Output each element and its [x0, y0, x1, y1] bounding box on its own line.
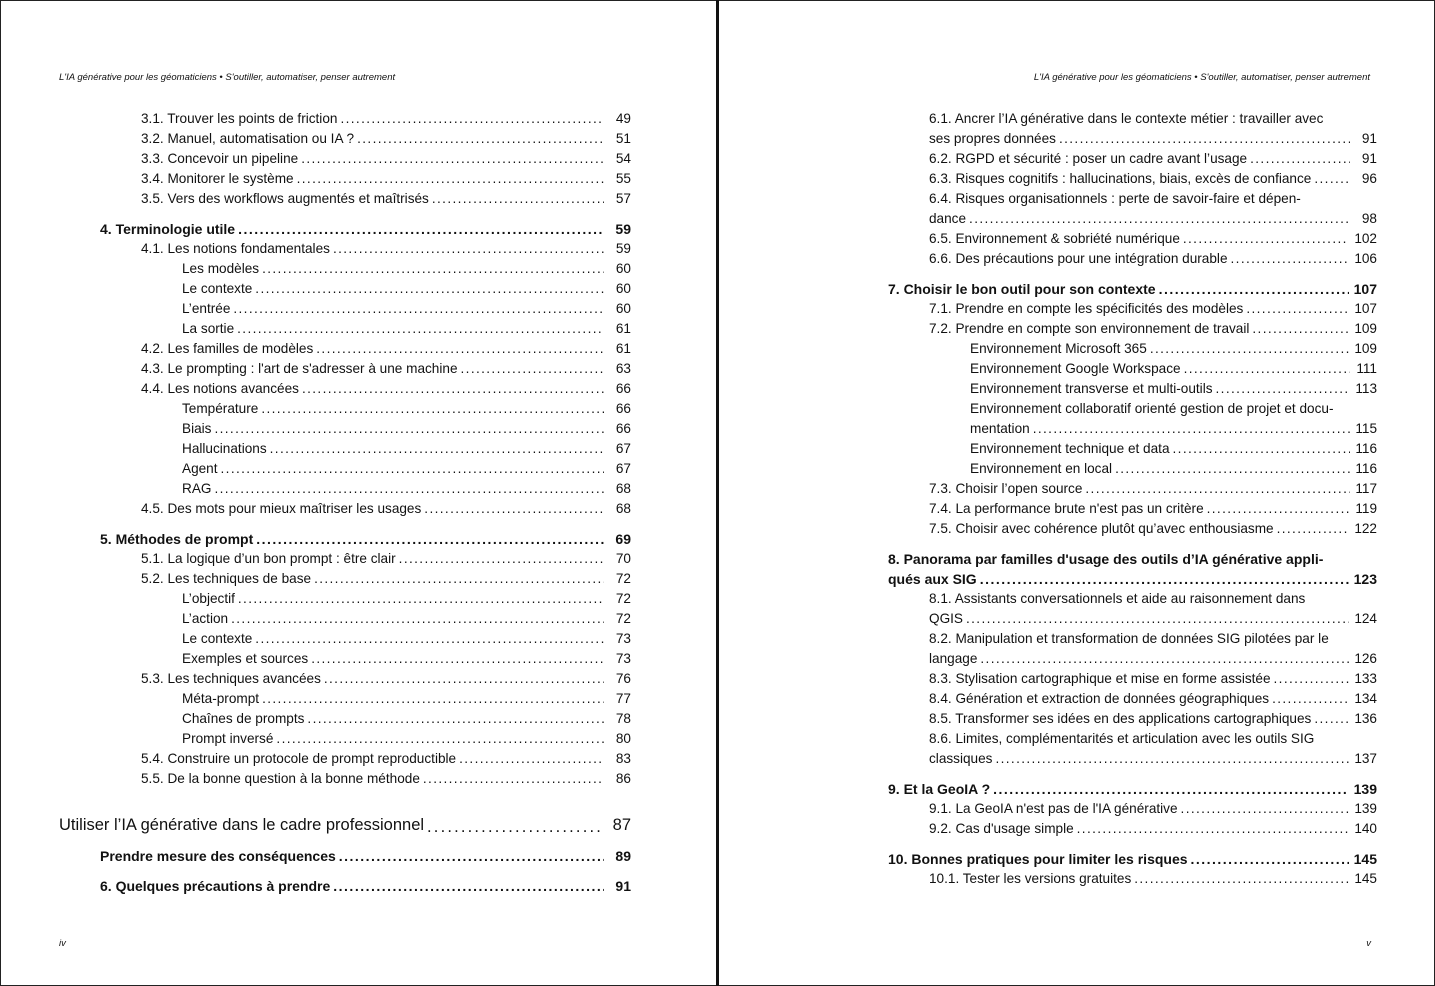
toc-entry[interactable]	[59, 319, 631, 339]
toc-page-number: 102	[1354, 231, 1377, 246]
leader-dots	[1134, 869, 1349, 889]
toc-entry[interactable]	[59, 129, 631, 149]
leader-dots	[1077, 819, 1350, 839]
toc-entry-title: 6.5. Environnement & sobriété numérique	[929, 231, 1180, 246]
table-of-contents	[59, 109, 631, 896]
toc-entry-title: RAG	[182, 481, 212, 496]
right-page	[719, 0, 1435, 986]
leader-dots	[993, 779, 1348, 799]
leader-dots	[1277, 519, 1350, 539]
toc-entry[interactable]	[59, 419, 631, 439]
toc-entry[interactable]	[59, 609, 631, 629]
toc-page-number: 57	[615, 191, 631, 206]
leader-dots	[980, 569, 1349, 589]
toc-entry-title: 8.3. Stylisation cartographique et mise en forme assistée	[929, 671, 1271, 686]
toc-chapter[interactable]	[59, 846, 631, 866]
toc-entry-title: 10.1. Tester les versions gratuites	[929, 871, 1132, 886]
toc-entry-title: QGIS	[929, 611, 963, 626]
toc-page-number: 76	[615, 671, 631, 686]
toc-entry[interactable]	[847, 439, 1377, 459]
toc-entry-title: 3.3. Concevoir un pipeline	[141, 151, 299, 166]
toc-entry[interactable]	[59, 769, 631, 789]
toc-entry-title: dance	[929, 211, 967, 226]
toc-entry[interactable]	[59, 189, 631, 209]
toc-entry[interactable]	[847, 109, 1377, 149]
toc-entry-title: Méta-prompt	[182, 691, 260, 706]
toc-entry[interactable]	[847, 249, 1377, 269]
toc-entry[interactable]	[59, 729, 631, 749]
toc-page-number: 54	[615, 151, 631, 166]
toc-entry[interactable]	[59, 549, 631, 569]
toc-page-number: 60	[615, 281, 631, 296]
toc-page-number: 51	[615, 131, 631, 146]
toc-entry[interactable]	[59, 239, 631, 259]
toc-chapter[interactable]	[847, 849, 1377, 869]
toc-entry-title: Environnement Microsoft 365	[970, 341, 1147, 356]
leader-dots	[980, 649, 1349, 669]
toc-entry-title: 6.2. RGPD et sécurité : poser un cadre avant l’usage	[929, 151, 1248, 166]
toc-page-number: 66	[615, 401, 631, 416]
leader-dots	[1250, 149, 1350, 169]
toc-page-number: 67	[615, 441, 631, 456]
toc-chapter[interactable]	[847, 279, 1377, 299]
toc-entry-title: Environnement transverse et multi-outils	[970, 381, 1213, 396]
leader-dots	[297, 169, 604, 189]
leader-dots	[424, 499, 604, 519]
leader-dots	[1085, 479, 1350, 499]
toc-entry-title: Agent	[182, 461, 218, 476]
toc-entry-title: 5.5. De la bonne question à la bonne méthode	[141, 771, 420, 786]
toc-page-number: 109	[1354, 341, 1377, 356]
toc-entry[interactable]	[59, 629, 631, 649]
toc-entry[interactable]	[59, 589, 631, 609]
leader-dots	[340, 109, 604, 129]
toc-entry[interactable]	[847, 299, 1377, 319]
leader-dots	[261, 399, 604, 419]
toc-chapter-title: 5. Méthodes de prompt	[100, 531, 254, 547]
toc-page-number: 72	[615, 591, 631, 606]
toc-entry-title: 6.3. Risques cognitifs : hallucinations, biais, excès de confiance	[929, 171, 1312, 186]
toc-page-number: 123	[1353, 571, 1377, 587]
toc-chapter[interactable]	[847, 549, 1377, 589]
leader-dots	[255, 629, 604, 649]
toc-entry-title: 3.4. Monitorer le système	[141, 171, 294, 186]
toc-chapter-title: 9. Et la GeoIA ?	[888, 781, 991, 797]
leader-dots	[432, 189, 604, 209]
toc-entry-title: L’action	[182, 611, 229, 626]
toc-entry-title: 8.4. Génération et extraction de données géographiques	[929, 691, 1270, 706]
leader-dots	[1033, 419, 1350, 439]
toc-page-number: 91	[615, 878, 631, 894]
leader-dots	[255, 279, 604, 299]
toc-entry[interactable]	[59, 439, 631, 459]
toc-entry[interactable]	[847, 399, 1377, 439]
toc-page-number: 116	[1355, 461, 1377, 476]
toc-entry[interactable]	[59, 259, 631, 279]
toc-page-number: 126	[1354, 651, 1377, 666]
toc-part[interactable]	[59, 814, 631, 836]
toc-page-number: 96	[1361, 171, 1377, 186]
toc-entry-title: 5.4. Construire un protocole de prompt reproductible	[141, 751, 457, 766]
toc-entry-title: L’objectif	[182, 591, 235, 606]
toc-entry-title: 8.5. Transformer ses idées en des applications cartographiques	[929, 711, 1312, 726]
toc-entry[interactable]	[59, 569, 631, 589]
toc-entry-title: 5.3. Les techniques avancées	[141, 671, 321, 686]
toc-entry[interactable]	[59, 709, 631, 729]
leader-dots	[1183, 229, 1349, 249]
leader-dots	[314, 569, 604, 589]
leader-dots	[301, 149, 604, 169]
toc-entry-title: 5.1. La logique d’un bon prompt : être clair	[141, 551, 396, 566]
toc-page-number: 139	[1353, 781, 1377, 797]
toc-page-number: 111	[1356, 361, 1377, 376]
toc-chapter-title: Prendre mesure des conséquences	[100, 848, 336, 864]
toc-entry-title: Le contexte	[182, 281, 253, 296]
toc-entry[interactable]	[847, 499, 1377, 519]
toc-page-number: 60	[615, 261, 631, 276]
toc-entry-title: Biais	[182, 421, 212, 436]
toc-entry[interactable]	[59, 279, 631, 299]
toc-page-number: 73	[615, 631, 631, 646]
leader-dots	[311, 649, 604, 669]
toc-page-number: 106	[1354, 251, 1377, 266]
toc-page-number: 134	[1354, 691, 1377, 706]
leader-dots	[423, 769, 604, 789]
toc-entry[interactable]	[59, 749, 631, 769]
leader-dots	[256, 529, 604, 549]
toc-entry[interactable]	[59, 339, 631, 359]
toc-entry[interactable]	[847, 729, 1377, 769]
toc-entry-title: Hallucinations	[182, 441, 267, 456]
toc-entry-title-line: 6.1. Ancrer l’IA générative dans le contexte métier : travailler avec	[929, 111, 1324, 126]
toc-page-number: 73	[615, 651, 631, 666]
toc-page-number: 66	[615, 381, 631, 396]
toc-entry[interactable]	[847, 319, 1377, 339]
toc-page-number: 140	[1354, 821, 1377, 836]
toc-chapter[interactable]	[59, 219, 631, 239]
toc-entry-title: 7.4. La performance brute n'est pas un critère	[929, 501, 1204, 516]
toc-entry[interactable]	[847, 669, 1377, 689]
toc-entry-title: 4.5. Des mots pour mieux maîtriser les usages	[141, 501, 422, 516]
toc-entry[interactable]	[847, 229, 1377, 249]
toc-entry[interactable]	[59, 479, 631, 499]
toc-page-number: 115	[1355, 421, 1377, 436]
toc-page-number: 68	[615, 501, 631, 516]
toc-entry-title: Les modèles	[182, 261, 260, 276]
toc-page-number: 137	[1354, 751, 1377, 766]
toc-entry[interactable]	[59, 399, 631, 419]
leader-dots	[333, 239, 604, 259]
toc-entry[interactable]	[847, 189, 1377, 229]
toc-entry[interactable]	[847, 869, 1377, 889]
toc-entry[interactable]	[59, 649, 631, 669]
toc-entry-title: 4.2. Les familles de modèles	[141, 341, 314, 356]
toc-entry[interactable]	[59, 379, 631, 399]
leader-dots	[276, 729, 604, 749]
toc-entry-title: 4.1. Les notions fondamentales	[141, 241, 330, 256]
toc-page-number: 91	[1361, 151, 1377, 166]
toc-entry[interactable]	[59, 359, 631, 379]
leader-dots	[333, 876, 604, 896]
leader-dots	[339, 846, 604, 866]
leader-dots	[1216, 379, 1350, 399]
leader-dots	[1231, 249, 1350, 269]
toc-page-number: 145	[1354, 871, 1377, 886]
toc-entry[interactable]	[847, 709, 1377, 729]
toc-page-number: 67	[615, 461, 631, 476]
leader-dots	[1150, 339, 1350, 359]
toc-page-number: 113	[1355, 381, 1377, 396]
toc-chapter[interactable]	[59, 529, 631, 549]
leader-dots	[1274, 669, 1350, 689]
leader-dots	[316, 339, 604, 359]
leader-dots	[1173, 439, 1350, 459]
toc-page-number: 145	[1353, 851, 1377, 867]
toc-entry[interactable]	[59, 499, 631, 519]
leader-dots	[427, 816, 604, 836]
toc-chapter-title: 10. Bonnes pratiques pour limiter les risques	[888, 851, 1188, 867]
toc-page-number: 55	[615, 171, 631, 186]
toc-chapter[interactable]	[847, 779, 1377, 799]
toc-entry-title-line: 8.1. Assistants conversationnels et aide au raisonnement dans	[929, 591, 1306, 606]
leader-dots	[262, 689, 604, 709]
toc-page-number: 69	[615, 531, 631, 547]
toc-entry-title: Prompt inversé	[182, 731, 274, 746]
page-number-right: v	[1366, 938, 1371, 949]
page-number-left: iv	[59, 938, 66, 949]
toc-page-number: 61	[615, 341, 631, 356]
leader-dots	[969, 209, 1350, 229]
toc-page-number: 70	[615, 551, 631, 566]
toc-page-number: 60	[615, 301, 631, 316]
leader-dots	[231, 609, 604, 629]
leader-dots	[1272, 689, 1349, 709]
toc-entry-title: 9.1. La GeoIA n'est pas de l'IA générative	[929, 801, 1178, 816]
leader-dots	[238, 589, 604, 609]
toc-page-number: 136	[1354, 711, 1377, 726]
leader-dots	[237, 319, 604, 339]
toc-entry-title: La sortie	[182, 321, 235, 336]
toc-entry[interactable]	[59, 109, 631, 129]
leader-dots	[1207, 499, 1350, 519]
toc-entry[interactable]	[847, 379, 1377, 399]
toc-page-number: 107	[1354, 301, 1377, 316]
toc-entry-title: 4.4. Les notions avancées	[141, 381, 299, 396]
toc-page-number: 133	[1354, 671, 1377, 686]
toc-entry-title: Environnement technique et data	[970, 441, 1170, 456]
toc-entry[interactable]	[59, 689, 631, 709]
toc-page-number: 63	[615, 361, 631, 376]
leader-dots	[302, 379, 604, 399]
toc-chapter-title: 7. Choisir le bon outil pour son contexte	[888, 281, 1156, 297]
toc-page-number: 124	[1354, 611, 1377, 626]
toc-entry-title-line: 8.6. Limites, complémentarités et articulation avec les outils SIG	[929, 731, 1315, 746]
leader-dots	[307, 709, 604, 729]
leader-dots	[1115, 459, 1350, 479]
toc-entry[interactable]	[59, 669, 631, 689]
leader-dots	[270, 439, 604, 459]
toc-part-title: Utiliser l’IA générative dans le cadre professionnel	[59, 816, 425, 834]
toc-page-number: 72	[615, 571, 631, 586]
toc-entry[interactable]	[59, 459, 631, 479]
toc-entry-title: Environnement Google Workspace	[970, 361, 1181, 376]
toc-entry-title: 3.5. Vers des workflows augmentés et maîtrisés	[141, 191, 429, 206]
leader-dots	[214, 419, 604, 439]
toc-page-number: 87	[612, 816, 631, 834]
toc-entry-title-line: Environnement collaboratif orienté gestion de projet et docu-	[970, 401, 1334, 416]
toc-entry-title: 7.2. Prendre en compte son environnement de travail	[929, 321, 1250, 336]
toc-entry[interactable]	[847, 519, 1377, 539]
toc-entry-title-line: 8.2. Manipulation et transformation de données SIG pilotées par le	[929, 631, 1329, 646]
leader-dots	[357, 129, 604, 149]
toc-entry[interactable]	[59, 149, 631, 169]
toc-entry[interactable]	[847, 799, 1377, 819]
leader-dots	[1181, 799, 1350, 819]
toc-page-number: 117	[1355, 481, 1377, 496]
toc-page-number: 86	[615, 771, 631, 786]
toc-entry[interactable]	[847, 819, 1377, 839]
toc-entry[interactable]	[847, 479, 1377, 499]
toc-entry-title: 7.5. Choisir avec cohérence plutôt qu’avec enthousiasme	[929, 521, 1274, 536]
leader-dots	[1314, 709, 1349, 729]
toc-entry-title: langage	[929, 651, 978, 666]
leader-dots	[1059, 129, 1350, 149]
toc-page-number: 98	[1361, 211, 1377, 226]
toc-chapter-title: 6. Quelques précautions à prendre	[100, 878, 331, 894]
toc-chapter[interactable]	[59, 876, 631, 896]
toc-page-number: 49	[615, 111, 631, 126]
toc-chapter-title: 4. Terminologie utile	[100, 221, 236, 237]
toc-page-number: 77	[615, 691, 631, 706]
toc-page-number: 66	[615, 421, 631, 436]
leader-dots	[1314, 169, 1350, 189]
toc-entry-title: 4.3. Le prompting : l'art de s'adresser à une machine	[141, 361, 458, 376]
leader-dots	[1252, 319, 1349, 339]
toc-page-number: 80	[615, 731, 631, 746]
toc-page-number: 116	[1355, 441, 1377, 456]
toc-page-number: 107	[1353, 281, 1377, 297]
toc-entry[interactable]	[847, 169, 1377, 189]
toc-entry[interactable]	[847, 149, 1377, 169]
left-page	[0, 0, 716, 986]
toc-entry-title: L’entrée	[182, 301, 231, 316]
leader-dots	[995, 749, 1349, 769]
toc-entry-title: ses propres données	[929, 131, 1056, 146]
toc-page-number: 122	[1354, 521, 1377, 536]
toc-page-number: 89	[615, 848, 631, 864]
toc-entry-title: 3.2. Manuel, automatisation ou IA ?	[141, 131, 355, 146]
toc-entry-title: classiques	[929, 751, 993, 766]
toc-entry-title: 7.3. Choisir l’open source	[929, 481, 1083, 496]
toc-entry-title: Exemples et sources	[182, 651, 309, 666]
toc-page-number: 139	[1354, 801, 1377, 816]
leader-dots	[233, 299, 604, 319]
toc-entry-title: Environnement en local	[970, 461, 1113, 476]
toc-entry[interactable]	[847, 459, 1377, 479]
running-head: L'IA générative pour les géomaticiens • S'outiller, automatiser, penser autrement	[1033, 72, 1370, 83]
toc-entry-title: 5.2. Les techniques de base	[141, 571, 312, 586]
toc-entry[interactable]	[847, 629, 1377, 669]
running-head: L'IA générative pour les géomaticiens • S'outiller, automatiser, penser autrement	[59, 72, 396, 83]
leader-dots	[459, 749, 604, 769]
leader-dots	[238, 219, 604, 239]
leader-dots	[262, 259, 604, 279]
leader-dots	[1159, 279, 1349, 299]
toc-page-number: 109	[1354, 321, 1377, 336]
toc-entry-title-line: 6.4. Risques organisationnels : perte de savoir-faire et dépen-	[929, 191, 1301, 206]
toc-page-number: 59	[615, 221, 631, 237]
toc-entry-title: Le contexte	[182, 631, 253, 646]
leader-dots	[966, 609, 1349, 629]
toc-page-number: 78	[615, 711, 631, 726]
leader-dots	[324, 669, 604, 689]
toc-entry-title: 9.2. Cas d'usage simple	[929, 821, 1074, 836]
toc-page-number: 72	[615, 611, 631, 626]
leader-dots	[461, 359, 604, 379]
leader-dots	[1191, 849, 1349, 869]
table-of-contents	[847, 109, 1377, 889]
toc-entry-title: 6.6. Des précautions pour une intégration durable	[929, 251, 1228, 266]
toc-entry[interactable]	[847, 589, 1377, 629]
toc-entry[interactable]	[59, 299, 631, 319]
toc-entry[interactable]	[59, 169, 631, 189]
toc-chapter-title-line: 8. Panorama par familles d'usage des outils d’IA générative appli-	[888, 551, 1324, 567]
toc-chapter-title: qués aux SIG	[888, 571, 977, 587]
leader-dots	[221, 459, 604, 479]
toc-page-number: 68	[615, 481, 631, 496]
toc-entry-title: mentation	[970, 421, 1030, 436]
leader-dots	[214, 479, 604, 499]
toc-page-number: 61	[615, 321, 631, 336]
toc-page-number: 83	[615, 751, 631, 766]
toc-entry[interactable]	[847, 359, 1377, 379]
toc-page-number: 91	[1361, 131, 1377, 146]
toc-page-number: 119	[1355, 501, 1377, 516]
toc-entry-title: Température	[182, 401, 259, 416]
leader-dots	[1184, 359, 1350, 379]
toc-page-number: 59	[615, 241, 631, 256]
toc-entry-title: 7.1. Prendre en compte les spécificités des modèles	[929, 301, 1244, 316]
toc-entry[interactable]	[847, 339, 1377, 359]
toc-entry-title: 3.1. Trouver les points de friction	[141, 111, 338, 126]
leader-dots	[1246, 299, 1349, 319]
toc-entry-title: Chaînes de prompts	[182, 711, 305, 726]
leader-dots	[399, 549, 604, 569]
toc-entry[interactable]	[847, 689, 1377, 709]
